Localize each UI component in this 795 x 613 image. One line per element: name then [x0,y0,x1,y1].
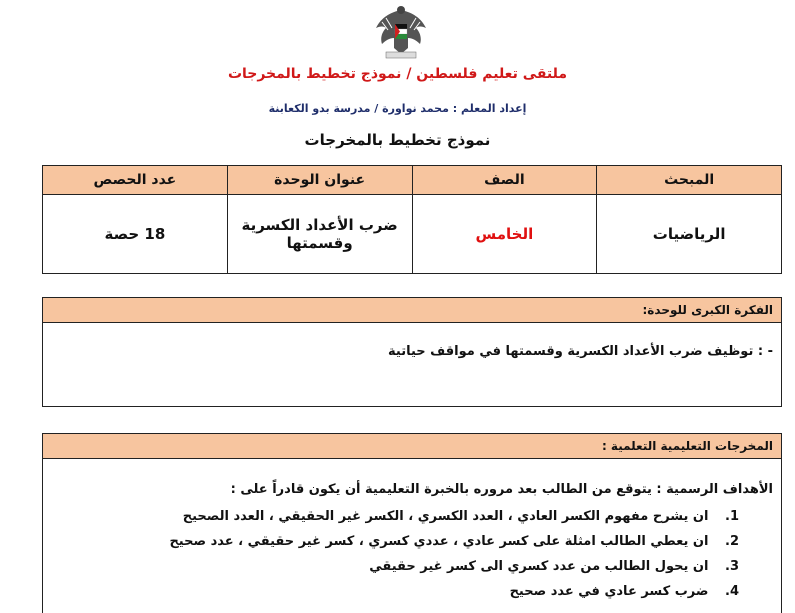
document-title: ملتقى تعليم فلسطين / نموذج تخطيط بالمخرجات [227,66,568,82]
list-item [510,584,739,599]
table-row [43,195,782,274]
list-text: ضرب كسر عادي في عدد صحيح [509,584,709,599]
list-text: ان يعطي الطالب امثلة على كسر عادي ، عددي كسري ، كسر غير حقيقي ، عدد صحيح [169,534,709,549]
learning-outcomes-box [42,433,782,613]
header-grade: الصف [412,166,597,195]
list-number: 1. [725,509,739,524]
author-line: إعداد المعلم : محمد نواورة / مدرسة بدو الكعابنة [268,102,527,115]
big-idea-box [42,297,782,407]
header-lesson-count: عدد الحصص [43,166,228,195]
outcomes-intro: الأهداف الرسمية : يتوقع من الطالب بعد مروره بالخبرة التعليمية أن يكون قادراً على : [230,482,773,497]
cell-unit-title: ضرب الأعداد الكسرية وقسمتها [227,195,412,274]
list-number: 2. [725,534,739,549]
header-subject: المبحث [597,166,782,195]
list-text: ان يحول الطالب من عدد كسري الى كسر غير حقيقي [369,559,709,574]
palestine-emblem [372,2,430,62]
page-heading: نموذج تخطيط بالمخرجات [304,131,491,149]
list-item [183,509,739,524]
table-header-row [43,166,782,195]
big-idea-text: - : توظيف ضرب الأعداد الكسرية وقسمتها في مواقف حياتية [388,344,773,359]
outcomes-header: المخرجات التعليمية التعلمية : [43,434,781,459]
big-idea-header: الفكرة الكبرى للوحدة: [43,298,781,323]
list-text: ان يشرح مفهوم الكسر العادي ، العدد الكسري ، الكسر غير الحقيقي ، العدد الصحيح [182,509,709,524]
list-item [369,559,739,574]
header-unit-title: عنوان الوحدة [227,166,412,195]
list-number: 4. [725,584,739,599]
cell-lesson-count: 18 حصة [43,195,228,274]
list-item [169,534,739,549]
list-number: 3. [725,559,739,574]
cell-grade: الخامس [412,195,597,274]
unit-info-table [42,165,782,274]
cell-subject: الرياضيات [597,195,782,274]
